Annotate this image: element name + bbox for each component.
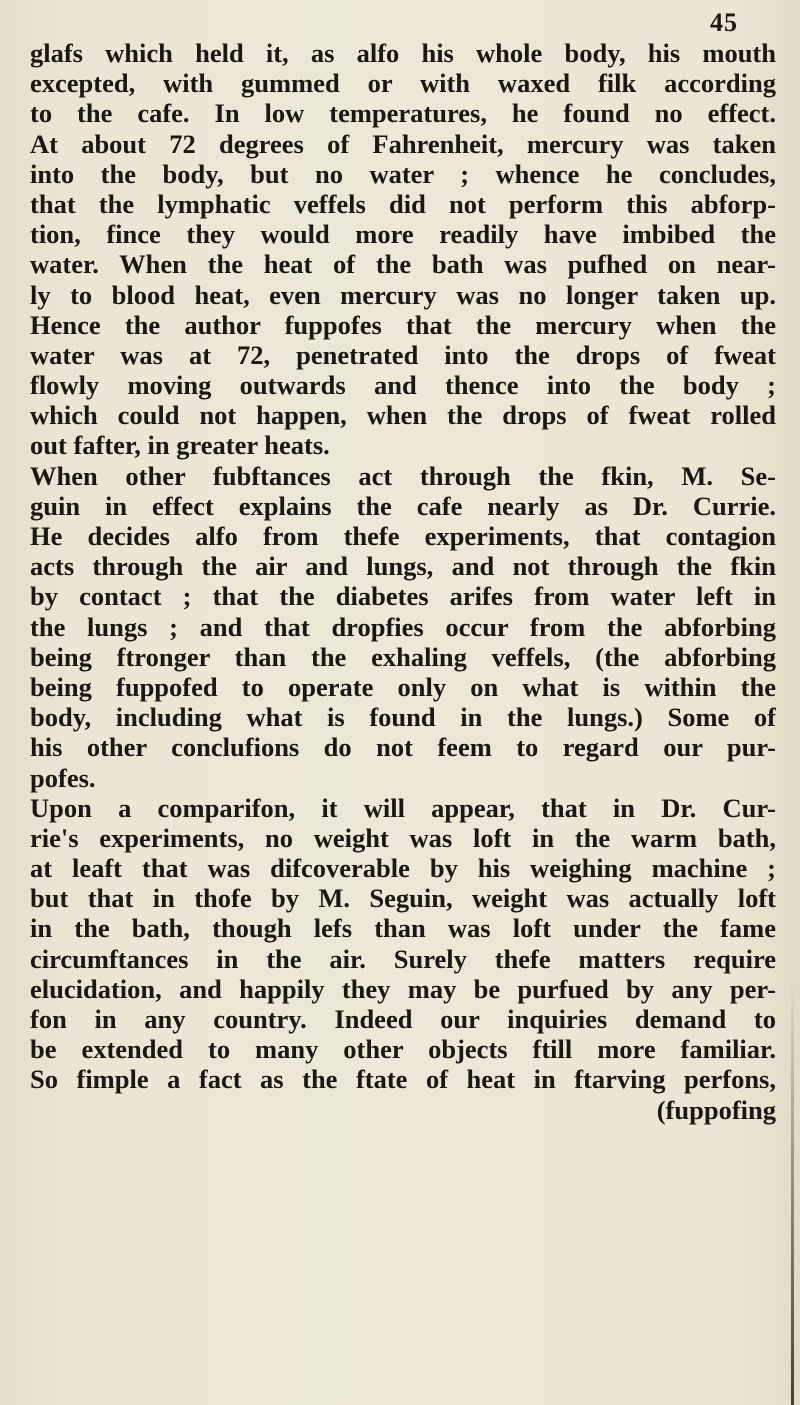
page-number: 45: [710, 8, 738, 37]
catchword: (fuppofing: [656, 1094, 776, 1125]
text-line: into the body, but no water ; whence he concludes,: [30, 158, 776, 189]
text-line: by contact ; that the diabetes arifes from water left in: [30, 581, 776, 612]
text-line: that the lymphatic veffels did not perform this abforp-: [30, 188, 776, 219]
text-line: circumftances in the air. Surely thefe matters require: [30, 943, 776, 974]
text-line: his other conclufions do not feem to regard our pur-: [30, 732, 776, 763]
text-line: flowly moving outwards and thence into the body ;: [30, 370, 776, 401]
text-line: At about 72 degrees of Fahrenheit, mercury was taken: [30, 128, 776, 159]
text-line: water. When the heat of the bath was pufhed on near-: [30, 249, 776, 280]
text-line: Hence the author fuppofes that the mercury when the: [30, 309, 776, 340]
text-line: When other fubftances act through the fkin, M. Se-: [30, 460, 776, 491]
text-line: fon in any country. Indeed our inquiries demand to: [30, 1004, 776, 1034]
text-line: tion, fince they would more readily have imbibed the: [30, 219, 776, 250]
text-line: body, including what is found in the lungs.) Some of: [30, 702, 776, 733]
text-line: water was at 72, penetrated into the drops of fweat: [30, 339, 776, 370]
text-line: acts through the air and lungs, and not through the fkin: [30, 551, 776, 582]
text-line: ly to blood heat, even mercury was no longer taken up.: [30, 279, 776, 310]
text-line: Upon a comparifon, it will appear, that in Dr. Cur-: [30, 792, 776, 823]
text-line: being fuppofed to operate only on what is within the: [30, 671, 776, 702]
body-text: [30, 38, 776, 1125]
text-line: He decides alfo from thefe experiments, that contagion: [30, 521, 776, 551]
page-edge-shadow: [791, 980, 794, 1405]
text-line: out fafter, in greater heats.: [30, 430, 330, 461]
text-line: being ftronger than the exhaling veffels, (the abforbing: [30, 641, 776, 672]
text-line: guin in effect explains the cafe nearly as Dr. Currie.: [30, 490, 776, 521]
text-line: pofes.: [30, 762, 96, 793]
text-line: glafs which held it, as alfo his whole body, his mouth: [30, 38, 776, 68]
text-line: excepted, with gummed or with waxed filk according: [30, 68, 776, 99]
text-line: be extended to many other objects ftill more familiar.: [30, 1034, 776, 1065]
text-line: at leaft that was difcoverable by his weighing machine ;: [30, 853, 776, 884]
text-line: elucidation, and happily they may be purfued by any per-: [30, 973, 776, 1004]
text-line: the lungs ; and that dropfies occur from the abforbing: [30, 611, 776, 642]
text-line: rie's experiments, no weight was loft in the warm bath,: [30, 822, 776, 853]
text-line: but that in thofe by M. Seguin, weight was actually loft: [30, 883, 776, 914]
text-line: which could not happen, when the drops of fweat rolled: [30, 400, 776, 431]
text-line: to the cafe. In low temperatures, he found no effect.: [30, 98, 776, 129]
text-line: So fimple a fact as the ftate of heat in ftarving perfons,: [30, 1064, 776, 1095]
text-line: in the bath, though lefs than was loft under the fame: [30, 913, 776, 944]
